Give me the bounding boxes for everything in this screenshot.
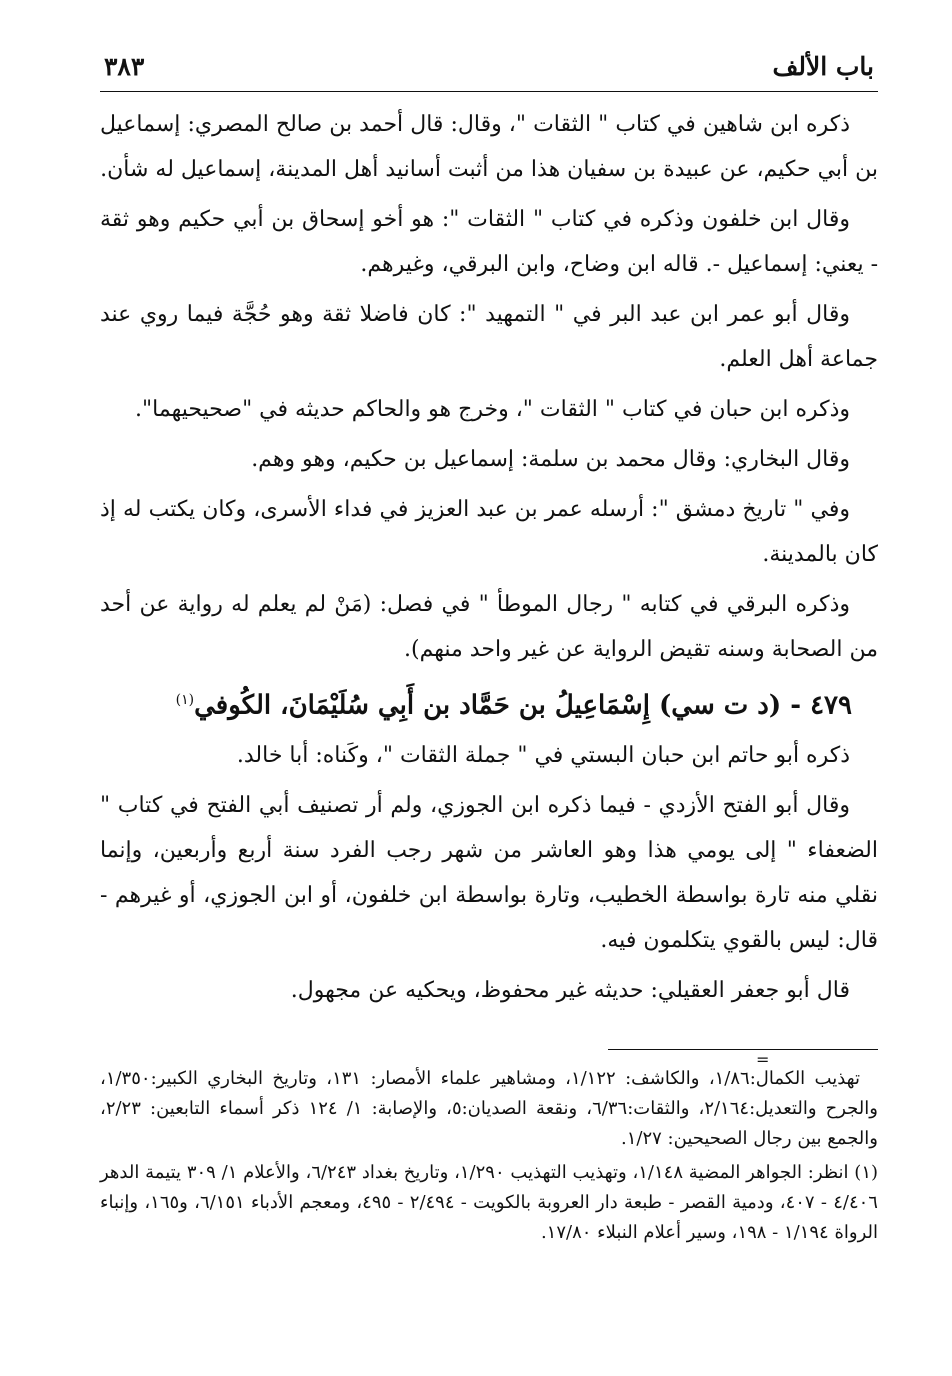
entry-paragraph: ذكره أبو حاتم ابن حبان البستي في " جملة الثقات "، وكَناه: أبا خالد. bbox=[236, 742, 850, 768]
footnote-divider bbox=[608, 1049, 878, 1050]
paragraph: وقال أبو عمر ابن عبد البر في " التمهيد ": كان فاضلا ثقة وهو حُجَّة فيما روي عند جماعة أهل العلم. bbox=[100, 302, 878, 372]
footnote: تهذيب الكمال:١/٨٦، والكاشف: ١/١٢٢، ومشاهير علماء الأمصار: ١٣١، وتاريخ البخاري الكبير:١/٣٥٠، والجرح والتعديل:٢/١٦٤، والثقات:٦/٣٦، ونقعة الصديان:٥، والإصابة: ١/ ١٢٤ ذكر أسماء التابعين: ٢/٢٣، والجمع بين رجال الصحيحين: ١/٢٧. bbox=[100, 1067, 878, 1149]
entry-paragraph: وقال أبو الفتح الأزدي - فيما ذكره ابن الجوزي، ولم أر تصنيف أبي الفتح في كتاب " الضعفاء " إلى يومي هذا وهو العاشر من شهر رجب الفرد سنة أربع وأربعين، وإنما نقلي منه تارة بواسطة الخطيب، وتارة بواسطة ابن خلفون، أو ابن الجوزي، أو غيرهم - قال: ليس بالقوي يتكلمون فيه. bbox=[100, 792, 878, 953]
main-text bbox=[100, 102, 878, 1013]
page bbox=[100, 52, 878, 1252]
paragraph: وفي " تاريخ دمشق ": أرسله عمر بن عبد العزيز في فداء الأسرى، وكان يكتب له إذ كان بالمدينة. bbox=[100, 497, 878, 567]
chapter-title: باب الألف bbox=[772, 52, 874, 81]
footnotes bbox=[100, 1064, 878, 1248]
footnote-ref: (١) bbox=[175, 692, 195, 708]
continuation-mark: = bbox=[756, 1050, 770, 1069]
page-header bbox=[100, 52, 878, 92]
paragraph: وذكره البرقي في كتابه " رجال الموطأ " في فصل: (مَنْ لم يعلم له رواية عن أحد من الصحابة وسنه تقيض الرواية عن غير واحد منهم). bbox=[100, 592, 878, 662]
page-number: ٣٨٣ bbox=[104, 52, 145, 81]
paragraph: وذكره ابن حبان في كتاب " الثقات "، وخرج هو والحاكم حديثه في "صحيحيهما". bbox=[135, 397, 850, 422]
paragraph: وقال ابن خلفون وذكره في كتاب " الثقات ": هو أخو إسحاق بن أبي حكيم وهو ثقة - يعني: إسماعيل -. قاله ابن وضاح، وابن البرقي، وغيرهم. bbox=[100, 207, 878, 277]
entry-heading bbox=[100, 677, 878, 729]
paragraph: ذكره ابن شاهين في كتاب " الثقات "، وقال: قال أحمد بن صالح المصري: إسماعيل بن أبي حكيم، عن عبيدة بن سفيان هذا من أثبت أسانيد أهل المدينة، إسماعيل له شأن. bbox=[100, 112, 878, 182]
footnote: (١) انظر: الجواهر المضية ١/١٤٨، وتهذيب التهذيب ١/٢٩٠، وتاريخ بغداد ٦/٢٤٣، والأعلام ١/ ٣٠٩ يتيمة الدهر ٤/٤٠٦ - ٤٠٧، ودمية القصر - طبعة دار العروبة بالكويت - ٢/٤٩٤ - ٤٩٥، ومعجم الأدباء ٦/١٥١، و١٦٥، وإنباء الرواة ١/١٩٤ - ١٩٨، وسير أعلام النبلاء ١٧/٨٠. bbox=[100, 1161, 879, 1243]
entry-title: ٤٧٩ - (د ت سي) إِسْمَاعِيلُ بن حَمَّاد بن أَبِي سُلَيْمَانَ، الكُوفي bbox=[194, 690, 852, 721]
paragraph: وقال البخاري: وقال محمد بن سلمة: إسماعيل بن حكيم، وهو وهم. bbox=[251, 447, 850, 472]
entry-paragraph: قال أبو جعفر العقيلي: حديثه غير محفوظ، ويحكيه عن مجهول. bbox=[290, 977, 850, 1003]
